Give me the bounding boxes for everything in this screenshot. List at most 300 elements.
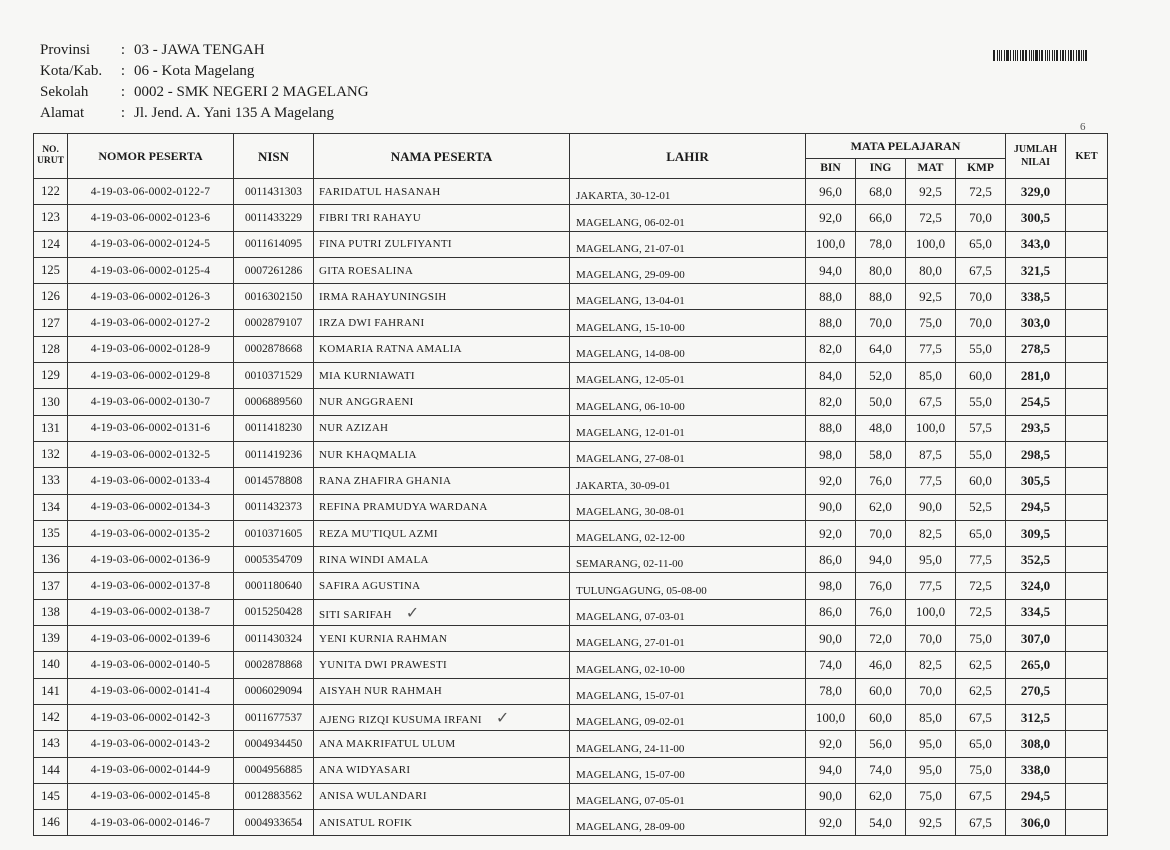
row-nama — [314, 363, 570, 389]
row-lahir: MAGELANG, 28-09-00 — [570, 810, 806, 836]
row-lahir: JAKARTA, 30-09-01 — [570, 468, 806, 494]
row-nomor-peserta: 4-19-03-06-0002-0145-8 — [68, 783, 234, 809]
row-bin: 92,0 — [806, 205, 856, 231]
row-nama — [314, 494, 570, 520]
row-nama — [314, 573, 570, 599]
nama-text: NUR KHAQMALIA — [319, 448, 417, 461]
alamat-value: Jl. Jend. A. Yani 135 A Magelang — [134, 105, 335, 121]
sekolah-label: Sekolah — [40, 84, 89, 100]
row-nama — [314, 626, 570, 652]
row-kmp: 70,0 — [956, 284, 1006, 310]
row-kmp: 55,0 — [956, 336, 1006, 362]
row-kmp: 55,0 — [956, 389, 1006, 415]
col-jumlah-nilai: JUMLAH NILAI — [1006, 134, 1066, 179]
barcode-bar — [1020, 50, 1021, 61]
row-mat: 87,5 — [906, 441, 956, 467]
row-mat: 77,5 — [906, 573, 956, 599]
row-bin: 90,0 — [806, 626, 856, 652]
barcode-bar — [1073, 50, 1074, 61]
barcode-bar — [1054, 50, 1055, 61]
barcode-bar — [1039, 50, 1040, 61]
row-lahir: MAGELANG, 02-10-00 — [570, 652, 806, 678]
row-mat: 92,5 — [906, 179, 956, 205]
table-row — [34, 336, 1108, 362]
row-lahir: MAGELANG, 12-05-01 — [570, 363, 806, 389]
row-jumlah: 300,5 — [1006, 205, 1066, 231]
table-row — [34, 231, 1108, 257]
row-nama — [314, 389, 570, 415]
row-nisn: 0016302150 — [234, 284, 314, 310]
row-mat: 70,0 — [906, 678, 956, 704]
row-mat: 100,0 — [906, 415, 956, 441]
row-no: 128 — [34, 336, 68, 362]
row-bin: 74,0 — [806, 652, 856, 678]
row-bin: 94,0 — [806, 257, 856, 283]
row-nama — [314, 257, 570, 283]
row-ket — [1066, 257, 1108, 283]
table-row — [34, 520, 1108, 546]
row-lahir: MAGELANG, 15-07-00 — [570, 757, 806, 783]
row-mat: 75,0 — [906, 783, 956, 809]
row-mat: 82,5 — [906, 520, 956, 546]
row-kmp: 70,0 — [956, 205, 1006, 231]
row-nisn: 0002879107 — [234, 310, 314, 336]
row-kmp: 65,0 — [956, 231, 1006, 257]
sekolah-sep: : — [120, 84, 126, 100]
row-nama — [314, 783, 570, 809]
row-nomor-peserta: 4-19-03-06-0002-0132-5 — [68, 441, 234, 467]
barcode-bar — [1031, 50, 1032, 61]
row-nama — [314, 231, 570, 257]
row-bin: 82,0 — [806, 336, 856, 362]
table-row — [34, 783, 1108, 809]
row-nomor-peserta: 4-19-03-06-0002-0126-3 — [68, 284, 234, 310]
row-nomor-peserta: 4-19-03-06-0002-0142-3 — [68, 704, 234, 730]
row-mat: 70,0 — [906, 626, 956, 652]
row-bin: 98,0 — [806, 573, 856, 599]
barcode-bar — [1045, 50, 1046, 61]
col-mata-pelajaran: MATA PELAJARAN — [806, 134, 1006, 159]
row-mat: 92,5 — [906, 284, 956, 310]
row-ing: 66,0 — [856, 205, 906, 231]
row-mat: 82,5 — [906, 652, 956, 678]
row-no: 125 — [34, 257, 68, 283]
table-row — [34, 599, 1108, 625]
checkmark-icon: ✓ — [405, 602, 420, 622]
row-ket — [1066, 494, 1108, 520]
nama-text: GITA ROESALINA — [319, 264, 414, 277]
row-kmp: 67,5 — [956, 704, 1006, 730]
row-nomor-peserta: 4-19-03-06-0002-0134-3 — [68, 494, 234, 520]
row-mat: 95,0 — [906, 731, 956, 757]
row-no: 133 — [34, 468, 68, 494]
table-row — [34, 547, 1108, 573]
barcode-bar — [1052, 50, 1053, 61]
barcode-bar — [1083, 50, 1084, 61]
nama-text: NUR ANGGRAENI — [319, 396, 414, 409]
score-table — [33, 133, 1108, 836]
row-lahir: MAGELANG, 30-08-01 — [570, 494, 806, 520]
row-nama — [314, 179, 570, 205]
row-ket — [1066, 231, 1108, 257]
alamat-row — [40, 103, 369, 124]
row-jumlah: 294,5 — [1006, 783, 1066, 809]
row-ing: 48,0 — [856, 415, 906, 441]
row-lahir: MAGELANG, 09-02-01 — [570, 704, 806, 730]
nama-text: REZA MU'TIQUL AZMI — [319, 527, 438, 540]
row-nama — [314, 468, 570, 494]
row-no: 123 — [34, 205, 68, 231]
row-no: 131 — [34, 415, 68, 441]
kota-row — [40, 61, 369, 82]
row-ket — [1066, 678, 1108, 704]
row-nisn: 0002878868 — [234, 652, 314, 678]
nama-text: IRMA RAHAYUNINGSIH — [319, 290, 447, 303]
table-row — [34, 257, 1108, 283]
barcode-bar — [1081, 50, 1082, 61]
barcode-bar — [1062, 50, 1065, 61]
row-nisn: 0011433229 — [234, 205, 314, 231]
row-kmp: 62,5 — [956, 652, 1006, 678]
barcode-bar — [1022, 50, 1024, 61]
row-kmp: 72,5 — [956, 599, 1006, 625]
row-ing: 94,0 — [856, 547, 906, 573]
row-ing: 74,0 — [856, 757, 906, 783]
row-nomor-peserta: 4-19-03-06-0002-0137-8 — [68, 573, 234, 599]
barcode-bar — [1068, 50, 1069, 61]
row-lahir: MAGELANG, 24-11-00 — [570, 731, 806, 757]
row-jumlah: 293,5 — [1006, 415, 1066, 441]
row-ket — [1066, 389, 1108, 415]
table-row — [34, 415, 1108, 441]
col-lahir: LAHIR — [570, 134, 806, 179]
document-header — [40, 40, 369, 124]
row-no: 145 — [34, 783, 68, 809]
row-nama — [314, 731, 570, 757]
row-ing: 62,0 — [856, 494, 906, 520]
barcode-bar — [997, 50, 998, 61]
row-ket — [1066, 757, 1108, 783]
row-ket — [1066, 599, 1108, 625]
table-body — [34, 179, 1108, 836]
row-nisn: 0007261286 — [234, 257, 314, 283]
provinsi-row — [40, 40, 369, 61]
nama-text: ANA MAKRIFATUL ULUM — [319, 737, 456, 750]
row-nisn: 0015250428 — [234, 599, 314, 625]
nama-text: AJENG RIZQI KUSUMA IRFANI — [319, 714, 482, 727]
nama-text: FINA PUTRI ZULFIYANTI — [319, 238, 452, 251]
barcode-bar — [1004, 50, 1005, 61]
row-nama — [314, 547, 570, 573]
col-no: NO. URUT — [34, 134, 68, 179]
row-nama — [314, 810, 570, 836]
kota-sep: : — [120, 63, 126, 79]
row-no: 122 — [34, 179, 68, 205]
row-kmp: 70,0 — [956, 310, 1006, 336]
col-ing: ING — [856, 159, 906, 179]
row-nomor-peserta: 4-19-03-06-0002-0136-9 — [68, 547, 234, 573]
row-jumlah: 338,5 — [1006, 284, 1066, 310]
row-ket — [1066, 704, 1108, 730]
alamat-label: Alamat — [40, 105, 85, 121]
table-row — [34, 704, 1108, 730]
row-bin: 92,0 — [806, 731, 856, 757]
row-nisn: 0010371529 — [234, 363, 314, 389]
row-ing: 50,0 — [856, 389, 906, 415]
row-lahir: MAGELANG, 02-12-00 — [570, 520, 806, 546]
row-mat: 72,5 — [906, 205, 956, 231]
row-nomor-peserta: 4-19-03-06-0002-0138-7 — [68, 599, 234, 625]
row-nisn: 0011419236 — [234, 441, 314, 467]
row-bin: 90,0 — [806, 783, 856, 809]
row-bin: 92,0 — [806, 810, 856, 836]
barcode-bar — [1029, 50, 1030, 61]
row-ing: 52,0 — [856, 363, 906, 389]
row-bin: 96,0 — [806, 179, 856, 205]
row-mat: 100,0 — [906, 231, 956, 257]
sekolah-value: 0002 - SMK NEGERI 2 MAGELANG — [134, 84, 369, 100]
row-lahir: MAGELANG, 27-08-01 — [570, 441, 806, 467]
row-no: 126 — [34, 284, 68, 310]
barcode-bar — [1060, 50, 1061, 61]
row-kmp: 55,0 — [956, 441, 1006, 467]
row-mat: 77,5 — [906, 336, 956, 362]
row-nomor-peserta: 4-19-03-06-0002-0127-2 — [68, 310, 234, 336]
provinsi-sep: : — [120, 42, 126, 58]
row-bin: 92,0 — [806, 468, 856, 494]
row-kmp: 67,5 — [956, 810, 1006, 836]
row-no: 130 — [34, 389, 68, 415]
row-bin: 78,0 — [806, 678, 856, 704]
row-nisn: 0012883562 — [234, 783, 314, 809]
row-nomor-peserta: 4-19-03-06-0002-0146-7 — [68, 810, 234, 836]
row-nisn: 0002878668 — [234, 336, 314, 362]
table-row — [34, 652, 1108, 678]
row-jumlah: 270,5 — [1006, 678, 1066, 704]
row-lahir: MAGELANG, 13-04-01 — [570, 284, 806, 310]
row-mat: 95,0 — [906, 547, 956, 573]
row-jumlah: 321,5 — [1006, 257, 1066, 283]
table-row — [34, 468, 1108, 494]
barcode-bar — [1001, 50, 1003, 61]
row-mat: 100,0 — [906, 599, 956, 625]
row-ing: 60,0 — [856, 704, 906, 730]
row-jumlah: 306,0 — [1006, 810, 1066, 836]
row-nama — [314, 336, 570, 362]
table-row — [34, 757, 1108, 783]
row-lahir: MAGELANG, 14-08-00 — [570, 336, 806, 362]
table-row — [34, 626, 1108, 652]
row-nisn: 0006889560 — [234, 389, 314, 415]
row-ket — [1066, 179, 1108, 205]
row-bin: 90,0 — [806, 494, 856, 520]
row-kmp: 52,5 — [956, 494, 1006, 520]
row-nomor-peserta: 4-19-03-06-0002-0135-2 — [68, 520, 234, 546]
row-ket — [1066, 731, 1108, 757]
row-mat: 77,5 — [906, 468, 956, 494]
nama-text: AISYAH NUR RAHMAH — [319, 685, 443, 698]
alamat-sep: : — [120, 105, 126, 121]
row-bin: 88,0 — [806, 415, 856, 441]
row-nisn: 0004956885 — [234, 757, 314, 783]
row-ing: 68,0 — [856, 179, 906, 205]
provinsi-value: 03 - JAWA TENGAH — [134, 42, 265, 58]
row-no: 137 — [34, 573, 68, 599]
row-ket — [1066, 468, 1108, 494]
row-jumlah: 312,5 — [1006, 704, 1066, 730]
row-nomor-peserta: 4-19-03-06-0002-0144-9 — [68, 757, 234, 783]
barcode-bar — [1078, 50, 1080, 61]
col-nisn: NISN — [234, 134, 314, 179]
row-bin: 82,0 — [806, 389, 856, 415]
barcode-bar — [1076, 50, 1077, 61]
row-nama — [314, 205, 570, 231]
row-jumlah: 352,5 — [1006, 547, 1066, 573]
barcode-bar — [993, 50, 995, 61]
row-ing: 56,0 — [856, 731, 906, 757]
row-nama — [314, 520, 570, 546]
row-lahir: JAKARTA, 30-12-01 — [570, 179, 806, 205]
row-jumlah: 254,5 — [1006, 389, 1066, 415]
row-nomor-peserta: 4-19-03-06-0002-0123-6 — [68, 205, 234, 231]
nama-text: ANA WIDYASARI — [319, 764, 411, 777]
row-nisn: 0011418230 — [234, 415, 314, 441]
row-no: 124 — [34, 231, 68, 257]
row-nisn: 0004934450 — [234, 731, 314, 757]
row-nomor-peserta: 4-19-03-06-0002-0133-4 — [68, 468, 234, 494]
row-jumlah: 307,0 — [1006, 626, 1066, 652]
row-jumlah: 329,0 — [1006, 179, 1066, 205]
row-nama — [314, 415, 570, 441]
row-nisn: 0006029094 — [234, 678, 314, 704]
table-row — [34, 389, 1108, 415]
row-no: 140 — [34, 652, 68, 678]
row-ket — [1066, 336, 1108, 362]
row-nisn: 0005354709 — [234, 547, 314, 573]
row-nisn: 0001180640 — [234, 573, 314, 599]
nama-text: RINA WINDI AMALA — [319, 553, 429, 566]
row-lahir: MAGELANG, 06-02-01 — [570, 205, 806, 231]
row-bin: 86,0 — [806, 547, 856, 573]
row-bin: 88,0 — [806, 284, 856, 310]
row-kmp: 60,0 — [956, 468, 1006, 494]
row-ket — [1066, 652, 1108, 678]
barcode-bar — [1049, 50, 1051, 61]
row-no: 132 — [34, 441, 68, 467]
row-kmp: 75,0 — [956, 626, 1006, 652]
row-ket — [1066, 626, 1108, 652]
row-nama — [314, 704, 570, 730]
barcode-bar — [1006, 50, 1009, 61]
barcode-bar — [1065, 50, 1066, 61]
row-ing: 70,0 — [856, 520, 906, 546]
row-nomor-peserta: 4-19-03-06-0002-0129-8 — [68, 363, 234, 389]
kota-label: Kota/Kab. — [40, 63, 103, 79]
row-no: 141 — [34, 678, 68, 704]
row-kmp: 67,5 — [956, 257, 1006, 283]
row-ket — [1066, 783, 1108, 809]
barcode-bar — [1015, 50, 1017, 61]
row-ket — [1066, 810, 1108, 836]
row-no: 143 — [34, 731, 68, 757]
row-nama — [314, 310, 570, 336]
row-bin: 94,0 — [806, 757, 856, 783]
row-nama — [314, 757, 570, 783]
table-row — [34, 179, 1108, 205]
row-nisn: 0011431303 — [234, 179, 314, 205]
nama-text: SAFIRA AGUSTINA — [319, 580, 421, 593]
row-no: 138 — [34, 599, 68, 625]
row-lahir: MAGELANG, 21-07-01 — [570, 231, 806, 257]
barcode-bar — [1085, 50, 1087, 61]
row-bin: 100,0 — [806, 231, 856, 257]
row-nomor-peserta: 4-19-03-06-0002-0139-6 — [68, 626, 234, 652]
provinsi-label: Provinsi — [40, 42, 91, 58]
row-no: 127 — [34, 310, 68, 336]
row-jumlah: 278,5 — [1006, 336, 1066, 362]
row-nomor-peserta: 4-19-03-06-0002-0131-6 — [68, 415, 234, 441]
row-ket — [1066, 310, 1108, 336]
barcode-bar — [1070, 50, 1072, 61]
nama-text: REFINA PRAMUDYA WARDANA — [319, 501, 488, 514]
barcode-bar — [1017, 50, 1018, 61]
row-ing: 88,0 — [856, 284, 906, 310]
row-mat: 85,0 — [906, 704, 956, 730]
row-lahir: MAGELANG, 07-05-01 — [570, 783, 806, 809]
row-bin: 84,0 — [806, 363, 856, 389]
row-kmp: 67,5 — [956, 783, 1006, 809]
col-mat: MAT — [906, 159, 956, 179]
row-jumlah: 265,0 — [1006, 652, 1066, 678]
row-lahir: MAGELANG, 27-01-01 — [570, 626, 806, 652]
nama-text: ANISATUL ROFIK — [319, 816, 413, 829]
row-kmp: 62,5 — [956, 678, 1006, 704]
nama-text: MIA KURNIAWATI — [319, 369, 415, 382]
table-row — [34, 441, 1108, 467]
row-no: 134 — [34, 494, 68, 520]
col-bin: BIN — [806, 159, 856, 179]
nama-text: IRZA DWI FAHRANI — [319, 317, 425, 330]
row-bin: 92,0 — [806, 520, 856, 546]
row-nisn: 0010371605 — [234, 520, 314, 546]
barcode-bar — [999, 50, 1000, 61]
barcode-bar — [1025, 50, 1027, 61]
row-ing: 76,0 — [856, 468, 906, 494]
row-no: 142 — [34, 704, 68, 730]
row-bin: 100,0 — [806, 704, 856, 730]
table-row — [34, 310, 1108, 336]
row-nomor-peserta: 4-19-03-06-0002-0140-5 — [68, 652, 234, 678]
row-jumlah: 298,5 — [1006, 441, 1066, 467]
row-ing: 76,0 — [856, 573, 906, 599]
row-jumlah: 281,0 — [1006, 363, 1066, 389]
nama-text: RANA ZHAFIRA GHANIA — [319, 474, 452, 487]
row-lahir: MAGELANG, 07-03-01 — [570, 599, 806, 625]
row-no: 139 — [34, 626, 68, 652]
table-row — [34, 731, 1108, 757]
row-nama — [314, 284, 570, 310]
row-ing: 64,0 — [856, 336, 906, 362]
row-nama — [314, 599, 570, 625]
row-ket — [1066, 520, 1108, 546]
row-kmp: 77,5 — [956, 547, 1006, 573]
row-kmp: 65,0 — [956, 731, 1006, 757]
row-ing: 72,0 — [856, 626, 906, 652]
row-mat: 80,0 — [906, 257, 956, 283]
row-no: 135 — [34, 520, 68, 546]
row-nomor-peserta: 4-19-03-06-0002-0143-2 — [68, 731, 234, 757]
kota-value: 06 - Kota Magelang — [134, 63, 255, 79]
